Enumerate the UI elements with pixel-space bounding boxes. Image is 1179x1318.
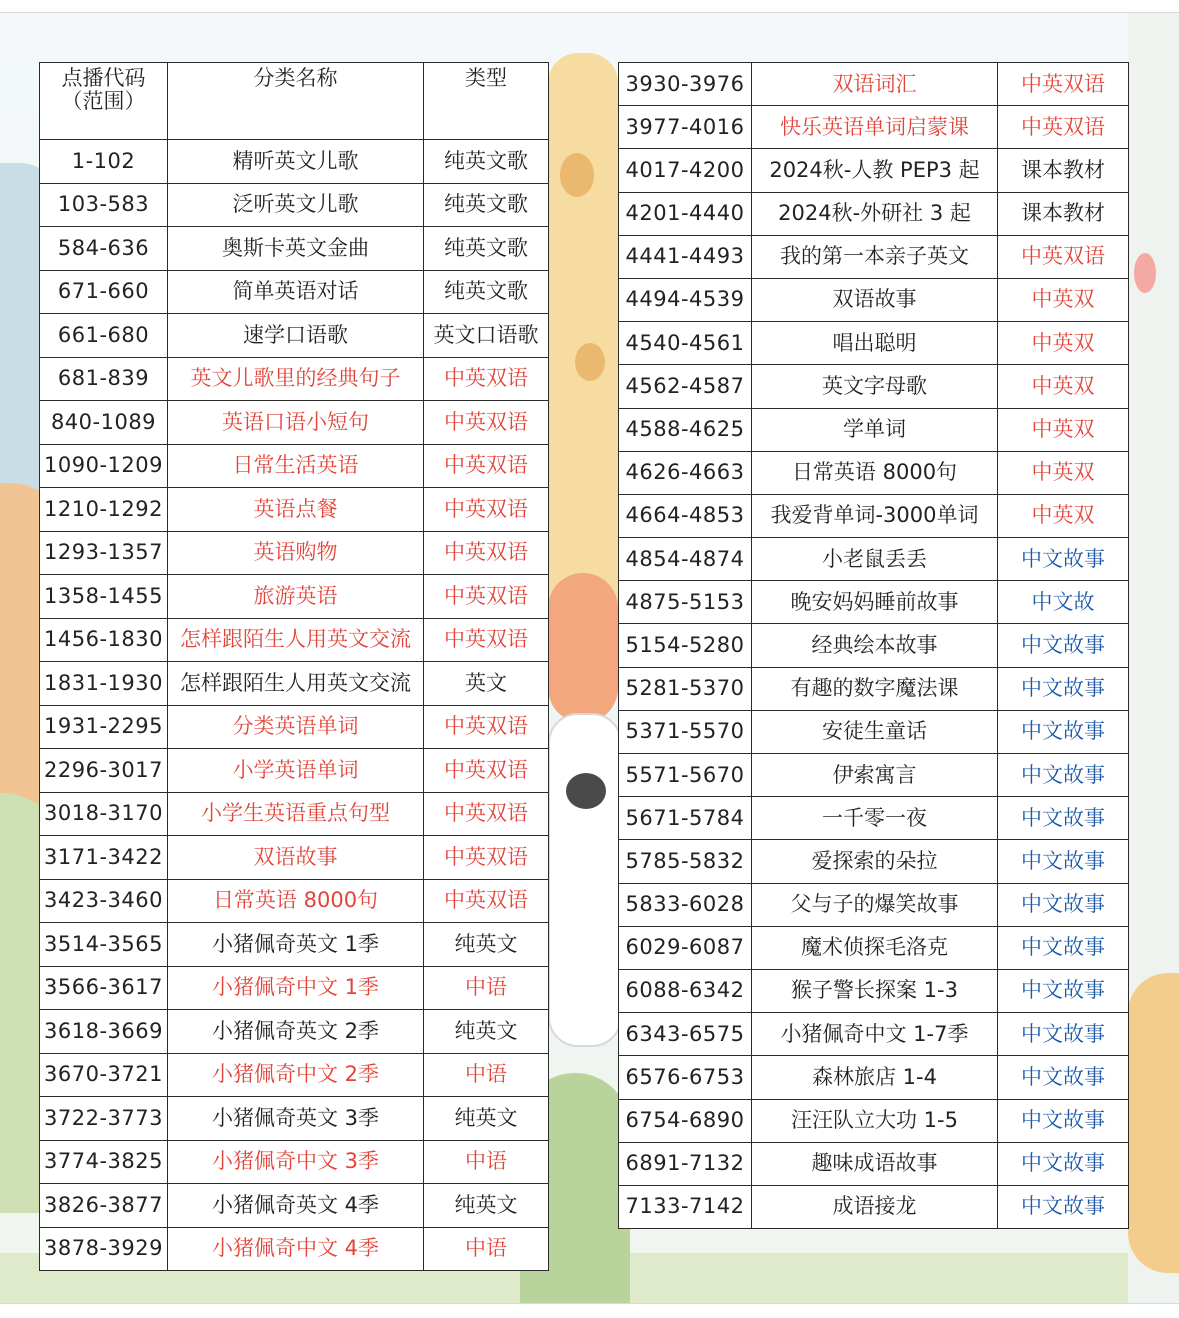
category-name-cell: 晚安妈妈睡前故事 <box>752 581 998 624</box>
code-cell: 4875-5153 <box>619 581 752 624</box>
category-name-cell: 精听英文儿歌 <box>168 140 424 184</box>
header-category-name: 分类名称 <box>168 63 424 140</box>
type-cell: 中英双语 <box>424 401 549 445</box>
type-cell: 纯英文歌 <box>424 140 549 184</box>
category-name-cell: 小猪佩奇中文 3季 <box>168 1140 424 1184</box>
table-row <box>619 883 1129 926</box>
code-cell: 6343-6575 <box>619 1013 752 1056</box>
table-row <box>619 149 1129 192</box>
table-row <box>40 1053 549 1097</box>
table-row <box>40 749 549 793</box>
type-cell: 中文故事 <box>998 1056 1129 1099</box>
category-name-cell: 小猪佩奇英文 1季 <box>168 923 424 967</box>
type-cell: 纯英文 <box>424 1010 549 1054</box>
table-row <box>619 365 1129 408</box>
code-cell: 681-839 <box>40 357 168 401</box>
type-cell: 中英双 <box>998 408 1129 451</box>
table-row <box>40 1097 549 1141</box>
table-row <box>619 235 1129 278</box>
type-cell: 中英双语 <box>424 792 549 836</box>
code-cell: 3618-3669 <box>40 1010 168 1054</box>
table-row <box>40 444 549 488</box>
table-row <box>40 183 549 227</box>
category-name-cell: 速学口语歌 <box>168 314 424 358</box>
code-cell: 1210-1292 <box>40 488 168 532</box>
category-name-cell: 泛听英文儿歌 <box>168 183 424 227</box>
type-cell: 中英双语 <box>424 531 549 575</box>
code-cell: 671-660 <box>40 270 168 314</box>
category-name-cell: 安徒生童话 <box>752 710 998 753</box>
category-name-cell: 森林旅店 1-4 <box>752 1056 998 1099</box>
code-cell: 4201-4440 <box>619 192 752 235</box>
code-cell: 4562-4587 <box>619 365 752 408</box>
table-row <box>619 106 1129 149</box>
table-row <box>40 575 549 619</box>
type-cell: 纯英文歌 <box>424 183 549 227</box>
code-cell: 1931-2295 <box>40 705 168 749</box>
header-type: 类型 <box>424 63 549 140</box>
code-cell: 3774-3825 <box>40 1140 168 1184</box>
table-row <box>619 754 1129 797</box>
category-name-cell: 父与子的爆笑故事 <box>752 883 998 926</box>
table-row <box>40 1227 549 1271</box>
category-name-cell: 经典绘本故事 <box>752 624 998 667</box>
category-name-cell: 日常英语 8000句 <box>168 879 424 923</box>
type-cell: 课本教材 <box>998 149 1129 192</box>
table-row <box>619 1142 1129 1185</box>
table-row <box>619 840 1129 883</box>
table-row <box>40 618 549 662</box>
type-cell: 中文故事 <box>998 1142 1129 1185</box>
code-cell: 4664-4853 <box>619 494 752 537</box>
table-row <box>40 1184 549 1228</box>
table-row <box>40 357 549 401</box>
type-cell: 英文 <box>424 662 549 706</box>
type-cell: 中语 <box>424 966 549 1010</box>
category-name-cell: 英语口语小短句 <box>168 401 424 445</box>
type-cell: 中文故 <box>998 581 1129 624</box>
table-row <box>619 278 1129 321</box>
category-name-cell: 成语接龙 <box>752 1185 998 1228</box>
code-cell: 1293-1357 <box>40 531 168 575</box>
type-cell: 中文故事 <box>998 754 1129 797</box>
category-name-cell: 有趣的数字魔法课 <box>752 667 998 710</box>
type-cell: 中英双语 <box>424 879 549 923</box>
table-row <box>40 401 549 445</box>
table-row <box>40 140 549 184</box>
type-cell: 中文故事 <box>998 710 1129 753</box>
category-name-cell: 旅游英语 <box>168 575 424 619</box>
code-cell: 1358-1455 <box>40 575 168 619</box>
category-name-cell: 双语词汇 <box>752 63 998 106</box>
code-cell: 3566-3617 <box>40 966 168 1010</box>
type-cell: 中英双语 <box>424 836 549 880</box>
category-name-cell: 我的第一本亲子英文 <box>752 235 998 278</box>
category-name-cell: 小猪佩奇英文 3季 <box>168 1097 424 1141</box>
type-cell: 中英双语 <box>424 357 549 401</box>
category-name-cell: 小猪佩奇中文 1季 <box>168 966 424 1010</box>
code-cell: 584-636 <box>40 227 168 271</box>
category-name-cell: 小学英语单词 <box>168 749 424 793</box>
table-row <box>619 1185 1129 1228</box>
code-cell: 1-102 <box>40 140 168 184</box>
table-row <box>40 227 549 271</box>
type-cell: 中文故事 <box>998 624 1129 667</box>
category-name-cell: 魔术侦探毛洛克 <box>752 926 998 969</box>
code-cell: 6754-6890 <box>619 1099 752 1142</box>
type-cell: 纯英文 <box>424 1184 549 1228</box>
type-cell: 中英双语 <box>998 235 1129 278</box>
category-name-cell: 爱探索的朵拉 <box>752 840 998 883</box>
table-row <box>619 63 1129 106</box>
table-row <box>40 662 549 706</box>
right-catalog-table <box>618 62 1129 1229</box>
giraffe-spot-illustration <box>560 153 594 197</box>
type-cell: 中英双 <box>998 278 1129 321</box>
category-name-cell: 学单词 <box>752 408 998 451</box>
code-cell: 4494-4539 <box>619 278 752 321</box>
table-row <box>40 966 549 1010</box>
type-cell: 中英双 <box>998 322 1129 365</box>
type-cell: 中文故事 <box>998 883 1129 926</box>
table-row <box>619 538 1129 581</box>
type-cell: 中英双语 <box>424 749 549 793</box>
category-name-cell: 我爱背单词-3000单词 <box>752 494 998 537</box>
monkey-illustration <box>548 573 618 723</box>
category-name-cell: 猴子警长探案 1-3 <box>752 969 998 1012</box>
type-cell: 中语 <box>424 1140 549 1184</box>
category-name-cell: 双语故事 <box>168 836 424 880</box>
panda-illustration <box>548 713 622 1047</box>
type-cell: 中英双语 <box>424 575 549 619</box>
table-row <box>619 581 1129 624</box>
code-cell: 5571-5670 <box>619 754 752 797</box>
code-cell: 6576-6753 <box>619 1056 752 1099</box>
category-name-cell: 小猪佩奇英文 4季 <box>168 1184 424 1228</box>
category-name-cell: 2024秋-人教 PEP3 起 <box>752 149 998 192</box>
table-header-row <box>40 63 549 140</box>
category-name-cell: 怎样跟陌生人用英文交流 <box>168 662 424 706</box>
category-name-cell: 快乐英语单词启蒙课 <box>752 106 998 149</box>
table-row <box>40 879 549 923</box>
type-cell: 中文故事 <box>998 926 1129 969</box>
type-cell: 纯英文歌 <box>424 270 549 314</box>
type-cell: 中英双语 <box>424 444 549 488</box>
code-cell: 5371-5570 <box>619 710 752 753</box>
category-name-cell: 英文字母歌 <box>752 365 998 408</box>
left-catalog-table <box>39 62 549 1271</box>
code-cell: 2296-3017 <box>40 749 168 793</box>
code-cell: 661-680 <box>40 314 168 358</box>
code-cell: 6891-7132 <box>619 1142 752 1185</box>
flower-illustration <box>1134 253 1156 293</box>
code-cell: 4017-4200 <box>619 149 752 192</box>
category-name-cell: 小猪佩奇中文 1-7季 <box>752 1013 998 1056</box>
table-row <box>619 926 1129 969</box>
type-cell: 中文故事 <box>998 1185 1129 1228</box>
table-row <box>619 494 1129 537</box>
table-row <box>619 192 1129 235</box>
code-cell: 4540-4561 <box>619 322 752 365</box>
category-name-cell: 小猪佩奇英文 2季 <box>168 1010 424 1054</box>
type-cell: 中文故事 <box>998 840 1129 883</box>
code-cell: 3514-3565 <box>40 923 168 967</box>
code-cell: 3722-3773 <box>40 1097 168 1141</box>
code-cell: 1090-1209 <box>40 444 168 488</box>
type-cell: 中文故事 <box>998 1099 1129 1142</box>
category-name-cell: 奥斯卡英文金曲 <box>168 227 424 271</box>
table-row <box>40 1010 549 1054</box>
code-cell: 4626-4663 <box>619 451 752 494</box>
category-name-cell: 趣味成语故事 <box>752 1142 998 1185</box>
table-row <box>40 792 549 836</box>
code-cell: 1831-1930 <box>40 662 168 706</box>
code-cell: 3670-3721 <box>40 1053 168 1097</box>
type-cell: 中英双语 <box>424 705 549 749</box>
type-cell: 纯英文 <box>424 1097 549 1141</box>
type-cell: 中英双语 <box>424 488 549 532</box>
table-row <box>40 836 549 880</box>
category-name-cell: 日常生活英语 <box>168 444 424 488</box>
category-name-cell: 小老鼠丢丢 <box>752 538 998 581</box>
category-name-cell: 小猪佩奇中文 4季 <box>168 1227 424 1271</box>
code-cell: 4441-4493 <box>619 235 752 278</box>
table-row <box>40 705 549 749</box>
code-cell: 4854-4874 <box>619 538 752 581</box>
table-row <box>40 314 549 358</box>
code-cell: 1456-1830 <box>40 618 168 662</box>
table-row <box>619 969 1129 1012</box>
table-row <box>619 1099 1129 1142</box>
code-cell: 6029-6087 <box>619 926 752 969</box>
code-cell: 3171-3422 <box>40 836 168 880</box>
table-row <box>619 1056 1129 1099</box>
table-row <box>619 624 1129 667</box>
type-cell: 中文故事 <box>998 538 1129 581</box>
table-row <box>40 270 549 314</box>
table-row <box>619 710 1129 753</box>
type-cell: 中语 <box>424 1053 549 1097</box>
panda-eye-illustration <box>566 773 606 809</box>
code-cell: 3018-3170 <box>40 792 168 836</box>
type-cell: 纯英文 <box>424 923 549 967</box>
code-cell: 3930-3976 <box>619 63 752 106</box>
category-name-cell: 小猪佩奇中文 2季 <box>168 1053 424 1097</box>
header-code-range: 点播代码 （范围） <box>40 63 168 140</box>
category-name-cell: 英语购物 <box>168 531 424 575</box>
category-name-cell: 一千零一夜 <box>752 797 998 840</box>
type-cell: 中英双语 <box>998 106 1129 149</box>
category-name-cell: 简单英语对话 <box>168 270 424 314</box>
code-cell: 5833-6028 <box>619 883 752 926</box>
category-name-cell: 英文儿歌里的经典句子 <box>168 357 424 401</box>
table-row <box>40 488 549 532</box>
type-cell: 中英双语 <box>998 63 1129 106</box>
table-row <box>619 667 1129 710</box>
code-cell: 3826-3877 <box>40 1184 168 1228</box>
table-row <box>619 1013 1129 1056</box>
type-cell: 中文故事 <box>998 667 1129 710</box>
category-name-cell: 双语故事 <box>752 278 998 321</box>
type-cell: 课本教材 <box>998 192 1129 235</box>
type-cell: 英文口语歌 <box>424 314 549 358</box>
code-cell: 5785-5832 <box>619 840 752 883</box>
category-name-cell: 唱出聪明 <box>752 322 998 365</box>
table-row <box>40 531 549 575</box>
category-name-cell: 汪汪队立大功 1-5 <box>752 1099 998 1142</box>
category-name-cell: 分类英语单词 <box>168 705 424 749</box>
type-cell: 中文故事 <box>998 797 1129 840</box>
code-cell: 3977-4016 <box>619 106 752 149</box>
type-cell: 中文故事 <box>998 1013 1129 1056</box>
type-cell: 中文故事 <box>998 969 1129 1012</box>
category-name-cell: 怎样跟陌生人用英文交流 <box>168 618 424 662</box>
table-row <box>619 322 1129 365</box>
code-cell: 5154-5280 <box>619 624 752 667</box>
table-row <box>40 1140 549 1184</box>
code-cell: 4588-4625 <box>619 408 752 451</box>
table-row <box>619 797 1129 840</box>
code-cell: 840-1089 <box>40 401 168 445</box>
giraffe-spot-illustration <box>575 343 605 381</box>
category-name-cell: 2024秋-外研社 3 起 <box>752 192 998 235</box>
table-row <box>619 451 1129 494</box>
code-cell: 103-583 <box>40 183 168 227</box>
category-name-cell: 英语点餐 <box>168 488 424 532</box>
code-cell: 3423-3460 <box>40 879 168 923</box>
type-cell: 中英双 <box>998 494 1129 537</box>
code-cell: 6088-6342 <box>619 969 752 1012</box>
category-name-cell: 小学生英语重点句型 <box>168 792 424 836</box>
code-cell: 5671-5784 <box>619 797 752 840</box>
category-name-cell: 伊索寓言 <box>752 754 998 797</box>
code-cell: 7133-7142 <box>619 1185 752 1228</box>
code-cell: 5281-5370 <box>619 667 752 710</box>
table-row <box>40 923 549 967</box>
code-cell: 3878-3929 <box>40 1227 168 1271</box>
lion-illustration <box>1128 973 1179 1273</box>
type-cell: 纯英文歌 <box>424 227 549 271</box>
category-name-cell: 日常英语 8000句 <box>752 451 998 494</box>
type-cell: 中语 <box>424 1227 549 1271</box>
type-cell: 中英双语 <box>424 618 549 662</box>
table-row <box>619 408 1129 451</box>
type-cell: 中英双 <box>998 451 1129 494</box>
type-cell: 中英双 <box>998 365 1129 408</box>
